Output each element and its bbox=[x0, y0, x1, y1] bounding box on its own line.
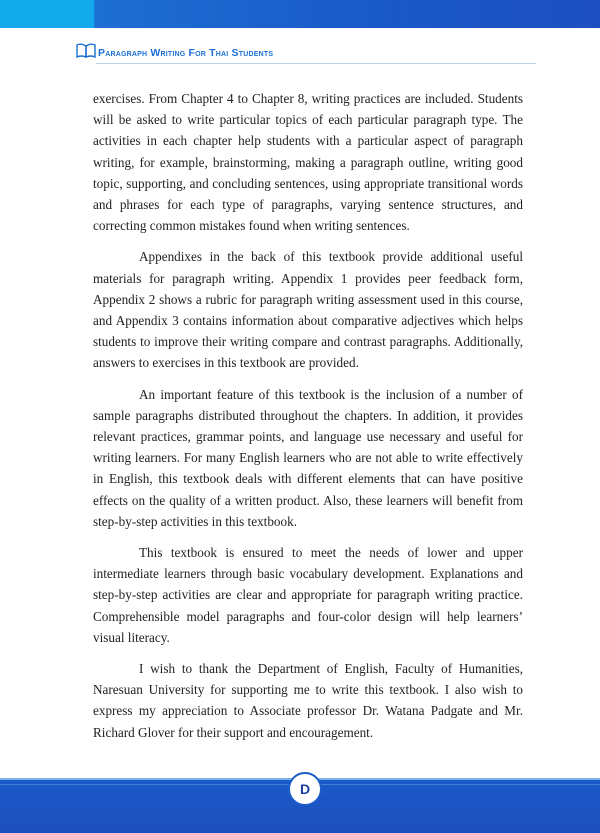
paragraph-4: This textbook is ensured to meet the needs of lower and upper intermediate learners through basic vocabulary development. Explanations and step-by-step activities are clear and appropriate for paragraph writing practice. Comprehensible model paragraphs and four-color design will help learners’ visual literacy. bbox=[93, 545, 523, 645]
top-color-band bbox=[0, 0, 600, 28]
top-band-accent bbox=[0, 0, 94, 28]
paragraph-1: exercises. From Chapter 4 to Chapter 8, writing practices are included. Students will be asked to write particular topics of each particular paragraph type. The activities in each chapter help students with a particular aspect of paragraph writing, for example, brainstorming, making a paragraph outline, writing good topic, supporting, and concluding sentences, using appropriate transitional words and phrases for each type of paragraphs, varying sentence structures, and correcting common mistakes found when writing sentences. bbox=[93, 91, 523, 234]
open-book-icon bbox=[76, 42, 96, 60]
body-text bbox=[93, 88, 523, 753]
paragraph-5: I wish to thank the Department of English, Faculty of Humanities, Naresuan University for supporting me to write this textbook. I also wish to express my appreciation to Associate professor Dr. Watana Padgate and Mr. Richard Glover for their support and encouragement. bbox=[93, 661, 523, 740]
page-number-badge bbox=[288, 772, 322, 806]
page-number: D bbox=[299, 781, 311, 797]
paragraph-2: Appendixes in the back of this textbook provide additional useful materials for paragraph writing. Appendix 1 provides peer feedback form, Appendix 2 shows a rubric for paragraph writing assessment used in this course, and Appendix 3 contains information about comparative adjectives which helps students to improve their writing compare and contrast paragraphs. Additionally, answers to exercises in this textbook are provided. bbox=[93, 249, 523, 371]
header-title: Paragraph Writing For Thai Students bbox=[98, 47, 274, 59]
paragraph-3: An important feature of this textbook is the inclusion of a number of sample paragraphs distributed throughout the chapters. In addition, it provides relevant practices, grammar points, and language use necessary and useful for writing learners. For many English learners who are not able to write effectively in English, this textbook deals with different elements that can have positive effects on the quality of a written product. Also, these learners will benefit from step-by-step activities in this textbook. bbox=[93, 386, 523, 529]
header-rule bbox=[96, 63, 536, 64]
running-header bbox=[76, 40, 273, 62]
